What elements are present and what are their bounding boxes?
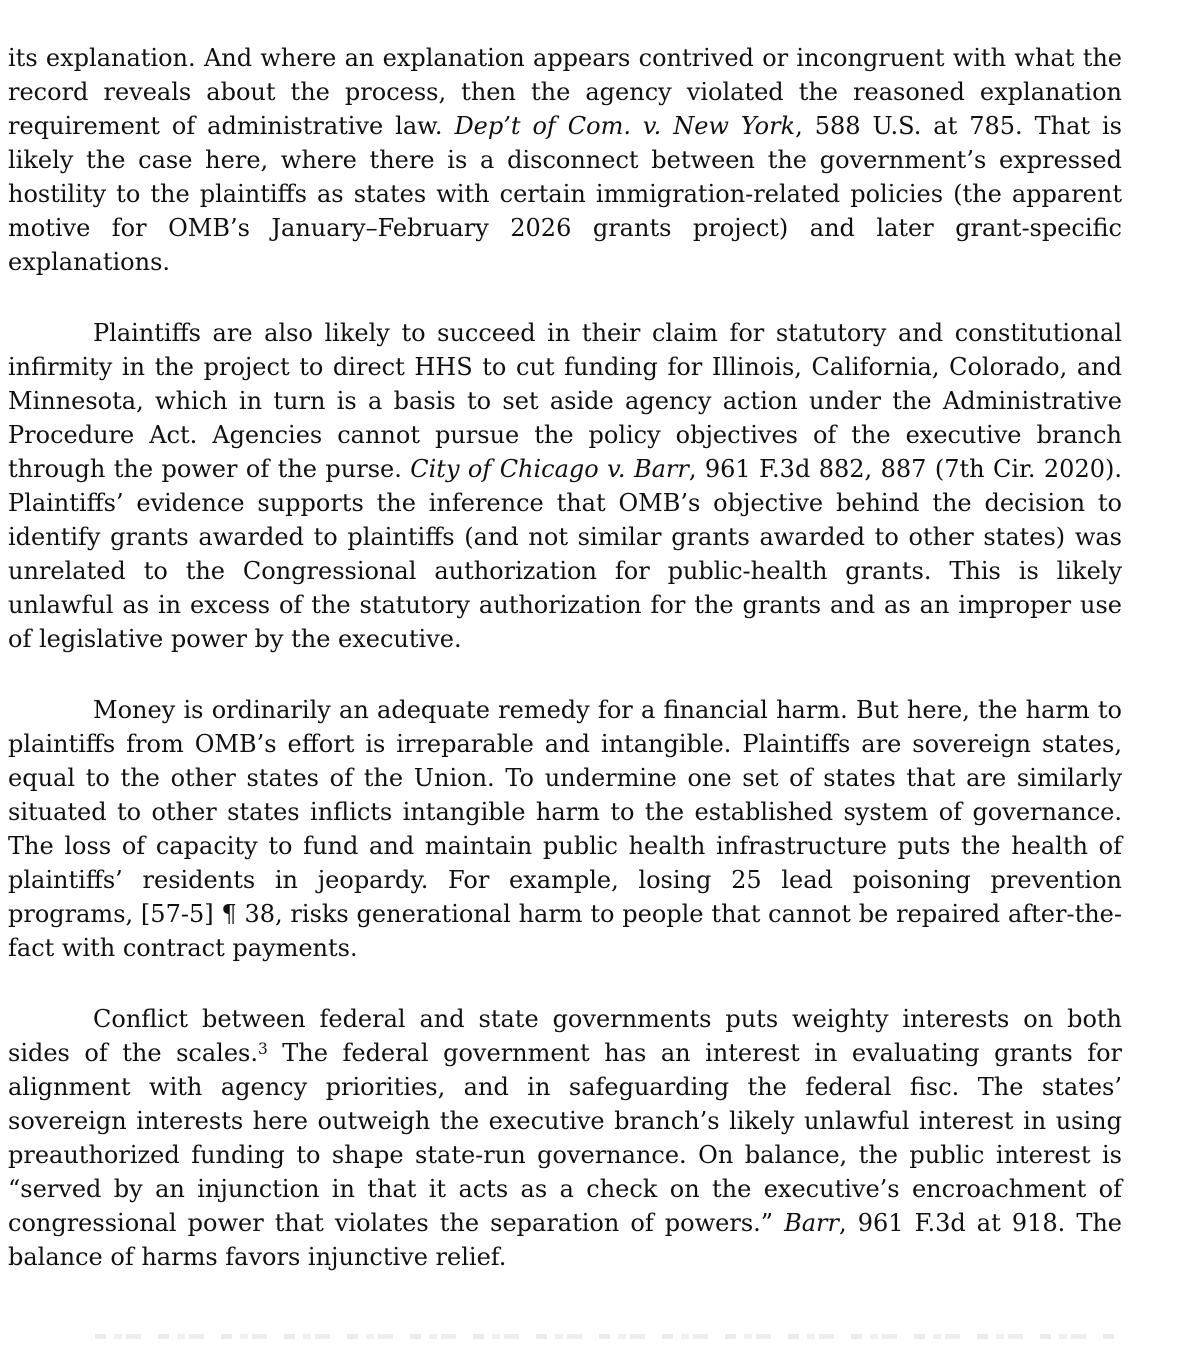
text-run: , 961 F.3d 882, 887 (7th Cir. 2020). Plaintiffs’ evidence supports the inference that OMB’s objective behind the decision to identify grants awarded to plaintiffs (and not similar grants awarded to other states) was unrelated to the Congressional authorization for public-health grants. This is likely unlawful as in excess of the statutory authorization for the grants and as an improper use of legislative power by the executive. xyxy=(8,455,1122,653)
paragraph-balance-of-harms xyxy=(8,1002,1122,1274)
case-citation: City of Chicago v. Barr xyxy=(410,455,689,483)
text-run: Money is ordinarily an adequate remedy for a financial harm. But here, the harm to plaintiffs from OMB’s effort is irreparable and intangible. Plaintiffs are sovereign states, equal to the other states of the Union. To undermine one set of states that are similarly situated to other states inflicts intangible harm to the established system of governance. The loss of capacity to fund and maintain public health infrastructure puts the health of plaintiffs’ residents in jeopardy. For example, losing 25 lead poisoning prevention programs, [57-5] ¶ 38, risks generational harm to people that cannot be repaired after-the-fact with contract payments. xyxy=(8,696,1122,962)
text-run: , 961 F.3d at 918. The balance of harms favors injunctive relief. xyxy=(8,1209,1122,1271)
text-run: The federal government has an interest in evaluating grants for alignment with agency priorities, and in safeguarding the federal fisc. The states’ sovereign interests here outweigh the executive branch’s likely unlawful interest in using preauthorized funding to shape state-run governance. On balance, the public interest is “served by an injunction in that it acts as a check on the executive’s encroachment of congressional power that violates the separation of powers.” xyxy=(8,1039,1122,1237)
paragraph-statutory-claim xyxy=(8,316,1122,656)
paragraph-irreparable-harm xyxy=(8,693,1122,965)
footnote-reference: 3 xyxy=(257,1040,268,1059)
text-run: Plaintiffs are also likely to succeed in their claim for statutory and constitutional infirmity in the project to direct HHS to cut funding for Illinois, California, Colorado, and Minnesota, which in turn is a basis to set aside agency action under the Administrative Procedure Act. Agencies cannot pursue the policy objectives of the executive branch through the power of the purse. xyxy=(8,319,1122,483)
opinion-body-text xyxy=(8,41,1122,1274)
clipped-next-line-fragment xyxy=(95,1334,1117,1345)
text-run: Conflict between federal and state governments puts weighty interests on both sides of the scales. xyxy=(8,1005,1122,1067)
text-run: its explanation. And where an explanation appears contrived or incongruent with what the record reveals about the process, then the agency violated the reasoned explanation requirement of administrative law. xyxy=(8,44,1122,140)
paragraph-continuation xyxy=(8,41,1122,279)
case-citation: Dep’t of Com. v. New York xyxy=(454,112,796,140)
text-run: , 588 U.S. at 785. That is likely the case here, where there is a disconnect between the government’s expressed hostility to the plaintiffs as states with certain immigration-related policies (the apparent motive for OMB’s January–February 2026 grants project) and later grant-specific explanations. xyxy=(8,112,1122,276)
case-citation: Barr xyxy=(784,1209,839,1237)
